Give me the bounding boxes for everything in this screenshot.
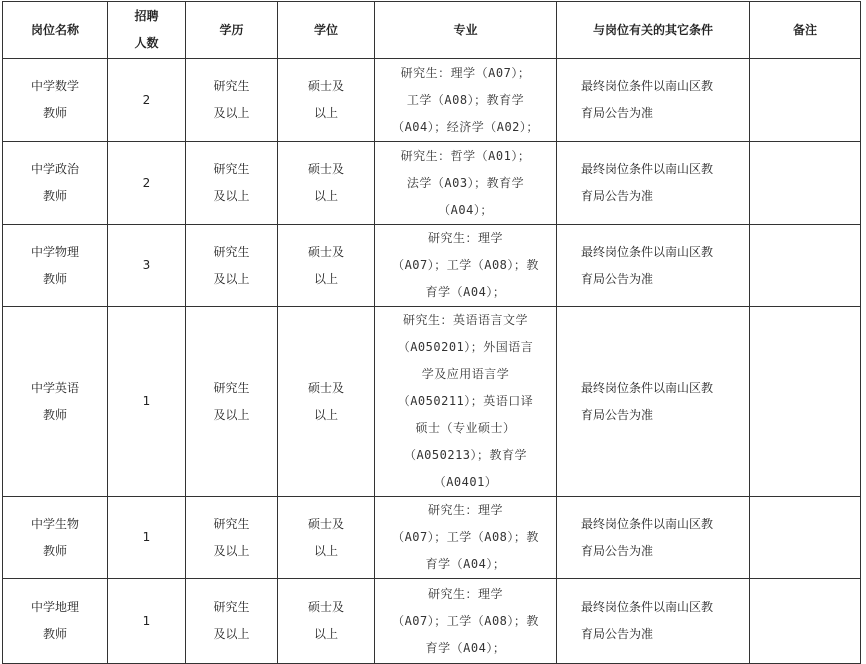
other-conditions-line1: 最终岗位条件以南山区教 <box>581 79 714 93</box>
degree-line2: 以上 <box>313 271 338 286</box>
degree-line1: 硕士及 <box>307 380 344 395</box>
other-conditions-line2: 育局公告为准 <box>581 189 654 203</box>
other-conditions-cell <box>557 225 750 307</box>
degree-cell <box>278 59 375 142</box>
hire-count-cell: 1 <box>108 307 186 497</box>
major-cell <box>375 59 557 142</box>
education-line1: 研究生 <box>213 516 250 531</box>
degree-line2: 以上 <box>313 407 338 422</box>
degree-line2: 以上 <box>313 627 338 641</box>
other-conditions-line2: 育局公告为准 <box>581 627 654 641</box>
header-count-line1: 招聘 <box>134 9 159 23</box>
note-cell <box>750 59 861 142</box>
major-line: （A07）；工学（A08）；教 <box>392 613 539 628</box>
education-line1: 研究生 <box>213 380 250 395</box>
note-cell <box>750 307 861 497</box>
hire-count-cell: 3 <box>108 225 186 307</box>
position-name-line1: 中学英语 <box>30 380 79 395</box>
position-name-cell <box>3 142 108 225</box>
header-count-line2: 人数 <box>134 36 159 50</box>
recruitment-table <box>2 1 861 664</box>
position-name-cell <box>3 225 108 307</box>
major-line: 研究生：理学 <box>427 231 503 245</box>
major-line: （A050213）；教育学 <box>403 448 528 462</box>
major-line: （A050211）；英语口译 <box>397 394 534 408</box>
degree-cell <box>278 225 375 307</box>
other-conditions-cell <box>557 307 750 497</box>
major-cell <box>375 579 557 664</box>
education-cell <box>186 307 278 497</box>
header-count <box>108 2 186 59</box>
table-row <box>3 579 861 664</box>
position-name-line2: 教师 <box>42 189 67 203</box>
major-line: 育学（A04）； <box>425 285 506 299</box>
education-line2: 及以上 <box>213 407 250 422</box>
education-line2: 及以上 <box>213 271 250 286</box>
major-line: 研究生：哲学（A01）； <box>400 148 531 163</box>
header-position: 岗位名称 <box>3 2 108 59</box>
position-name-line1: 中学政治 <box>30 162 79 176</box>
major-line: （A050201）；外国语言 <box>397 340 534 354</box>
degree-cell <box>278 579 375 664</box>
position-name-cell <box>3 497 108 579</box>
other-conditions-cell <box>557 142 750 225</box>
education-line2: 及以上 <box>213 543 250 558</box>
position-name-line2: 教师 <box>42 543 67 558</box>
position-name-line2: 教师 <box>42 106 67 120</box>
degree-line1: 硕士及 <box>307 244 344 259</box>
major-cell <box>375 307 557 497</box>
position-name-line1: 中学物理 <box>30 244 79 259</box>
note-cell <box>750 142 861 225</box>
education-line1: 研究生 <box>213 244 250 259</box>
degree-cell <box>278 497 375 579</box>
position-name-cell <box>3 579 108 664</box>
degree-line1: 硕士及 <box>307 162 344 176</box>
major-line: 学及应用语言学 <box>421 367 510 381</box>
other-conditions-line1: 最终岗位条件以南山区教 <box>581 516 714 531</box>
education-line2: 及以上 <box>213 106 250 120</box>
other-conditions-line2: 育局公告为准 <box>581 271 654 286</box>
table-row <box>3 497 861 579</box>
header-major: 专业 <box>375 2 557 59</box>
degree-line2: 以上 <box>313 189 338 203</box>
major-line: （A04）；经济学（A02）； <box>392 119 539 134</box>
position-name-line1: 中学地理 <box>30 600 79 614</box>
major-line: 研究生：英语语言文学 <box>402 313 528 327</box>
header-other-conditions: 与岗位有关的其它条件 <box>557 2 750 59</box>
education-cell <box>186 497 278 579</box>
major-line: 工学（A08）；教育学 <box>406 92 525 107</box>
header-degree: 学位 <box>278 2 375 59</box>
table-row <box>3 307 861 497</box>
degree-cell <box>278 142 375 225</box>
other-conditions-cell <box>557 59 750 142</box>
education-line2: 及以上 <box>213 627 250 641</box>
other-conditions-line1: 最终岗位条件以南山区教 <box>581 380 714 395</box>
position-name-cell <box>3 59 108 142</box>
other-conditions-cell <box>557 497 750 579</box>
other-conditions-line2: 育局公告为准 <box>581 543 654 558</box>
education-cell <box>186 579 278 664</box>
other-conditions-line2: 育局公告为准 <box>581 407 654 422</box>
hire-count-cell: 2 <box>108 59 186 142</box>
major-line: 法学（A03）；教育学 <box>406 175 525 190</box>
education-cell <box>186 142 278 225</box>
major-line: （A0401） <box>433 475 498 489</box>
education-cell <box>186 59 278 142</box>
major-line: （A07）；工学（A08）；教 <box>392 530 539 544</box>
major-line: （A07）；工学（A08）；教 <box>392 258 539 272</box>
major-line: 研究生：理学（A07）； <box>400 65 531 80</box>
degree-line2: 以上 <box>313 106 338 120</box>
table-row <box>3 142 861 225</box>
position-name-line1: 中学生物 <box>30 516 79 531</box>
position-name-line2: 教师 <box>42 407 67 422</box>
major-line: 育学（A04）； <box>425 557 506 571</box>
position-name-line2: 教师 <box>42 271 67 286</box>
other-conditions-line2: 育局公告为准 <box>581 106 654 120</box>
major-line: （A04）； <box>438 202 493 217</box>
major-line: 育学（A04）； <box>425 640 506 655</box>
degree-line1: 硕士及 <box>307 79 344 93</box>
major-cell <box>375 497 557 579</box>
degree-cell <box>278 307 375 497</box>
table-row <box>3 59 861 142</box>
major-line: 研究生：理学 <box>427 503 503 517</box>
other-conditions-line1: 最终岗位条件以南山区教 <box>581 600 714 614</box>
major-cell <box>375 142 557 225</box>
note-cell <box>750 579 861 664</box>
degree-line2: 以上 <box>313 543 338 558</box>
header-row <box>3 2 861 59</box>
major-line: 硕士（专业硕士） <box>415 421 516 435</box>
other-conditions-line1: 最终岗位条件以南山区教 <box>581 162 714 176</box>
header-note: 备注 <box>750 2 861 59</box>
hire-count-cell: 2 <box>108 142 186 225</box>
note-cell <box>750 497 861 579</box>
hire-count-cell: 1 <box>108 579 186 664</box>
education-cell <box>186 225 278 307</box>
other-conditions-line1: 最终岗位条件以南山区教 <box>581 244 714 259</box>
position-name-cell <box>3 307 108 497</box>
degree-line1: 硕士及 <box>307 516 344 531</box>
other-conditions-cell <box>557 579 750 664</box>
education-line1: 研究生 <box>213 162 250 176</box>
header-education: 学历 <box>186 2 278 59</box>
degree-line1: 硕士及 <box>307 600 344 614</box>
major-cell <box>375 225 557 307</box>
education-line1: 研究生 <box>213 79 250 93</box>
table-row <box>3 225 861 307</box>
education-line1: 研究生 <box>213 600 250 614</box>
education-line2: 及以上 <box>213 189 250 203</box>
note-cell <box>750 225 861 307</box>
major-line: 研究生：理学 <box>427 586 503 601</box>
hire-count-cell: 1 <box>108 497 186 579</box>
position-name-line1: 中学数学 <box>30 79 79 93</box>
position-name-line2: 教师 <box>42 627 67 641</box>
